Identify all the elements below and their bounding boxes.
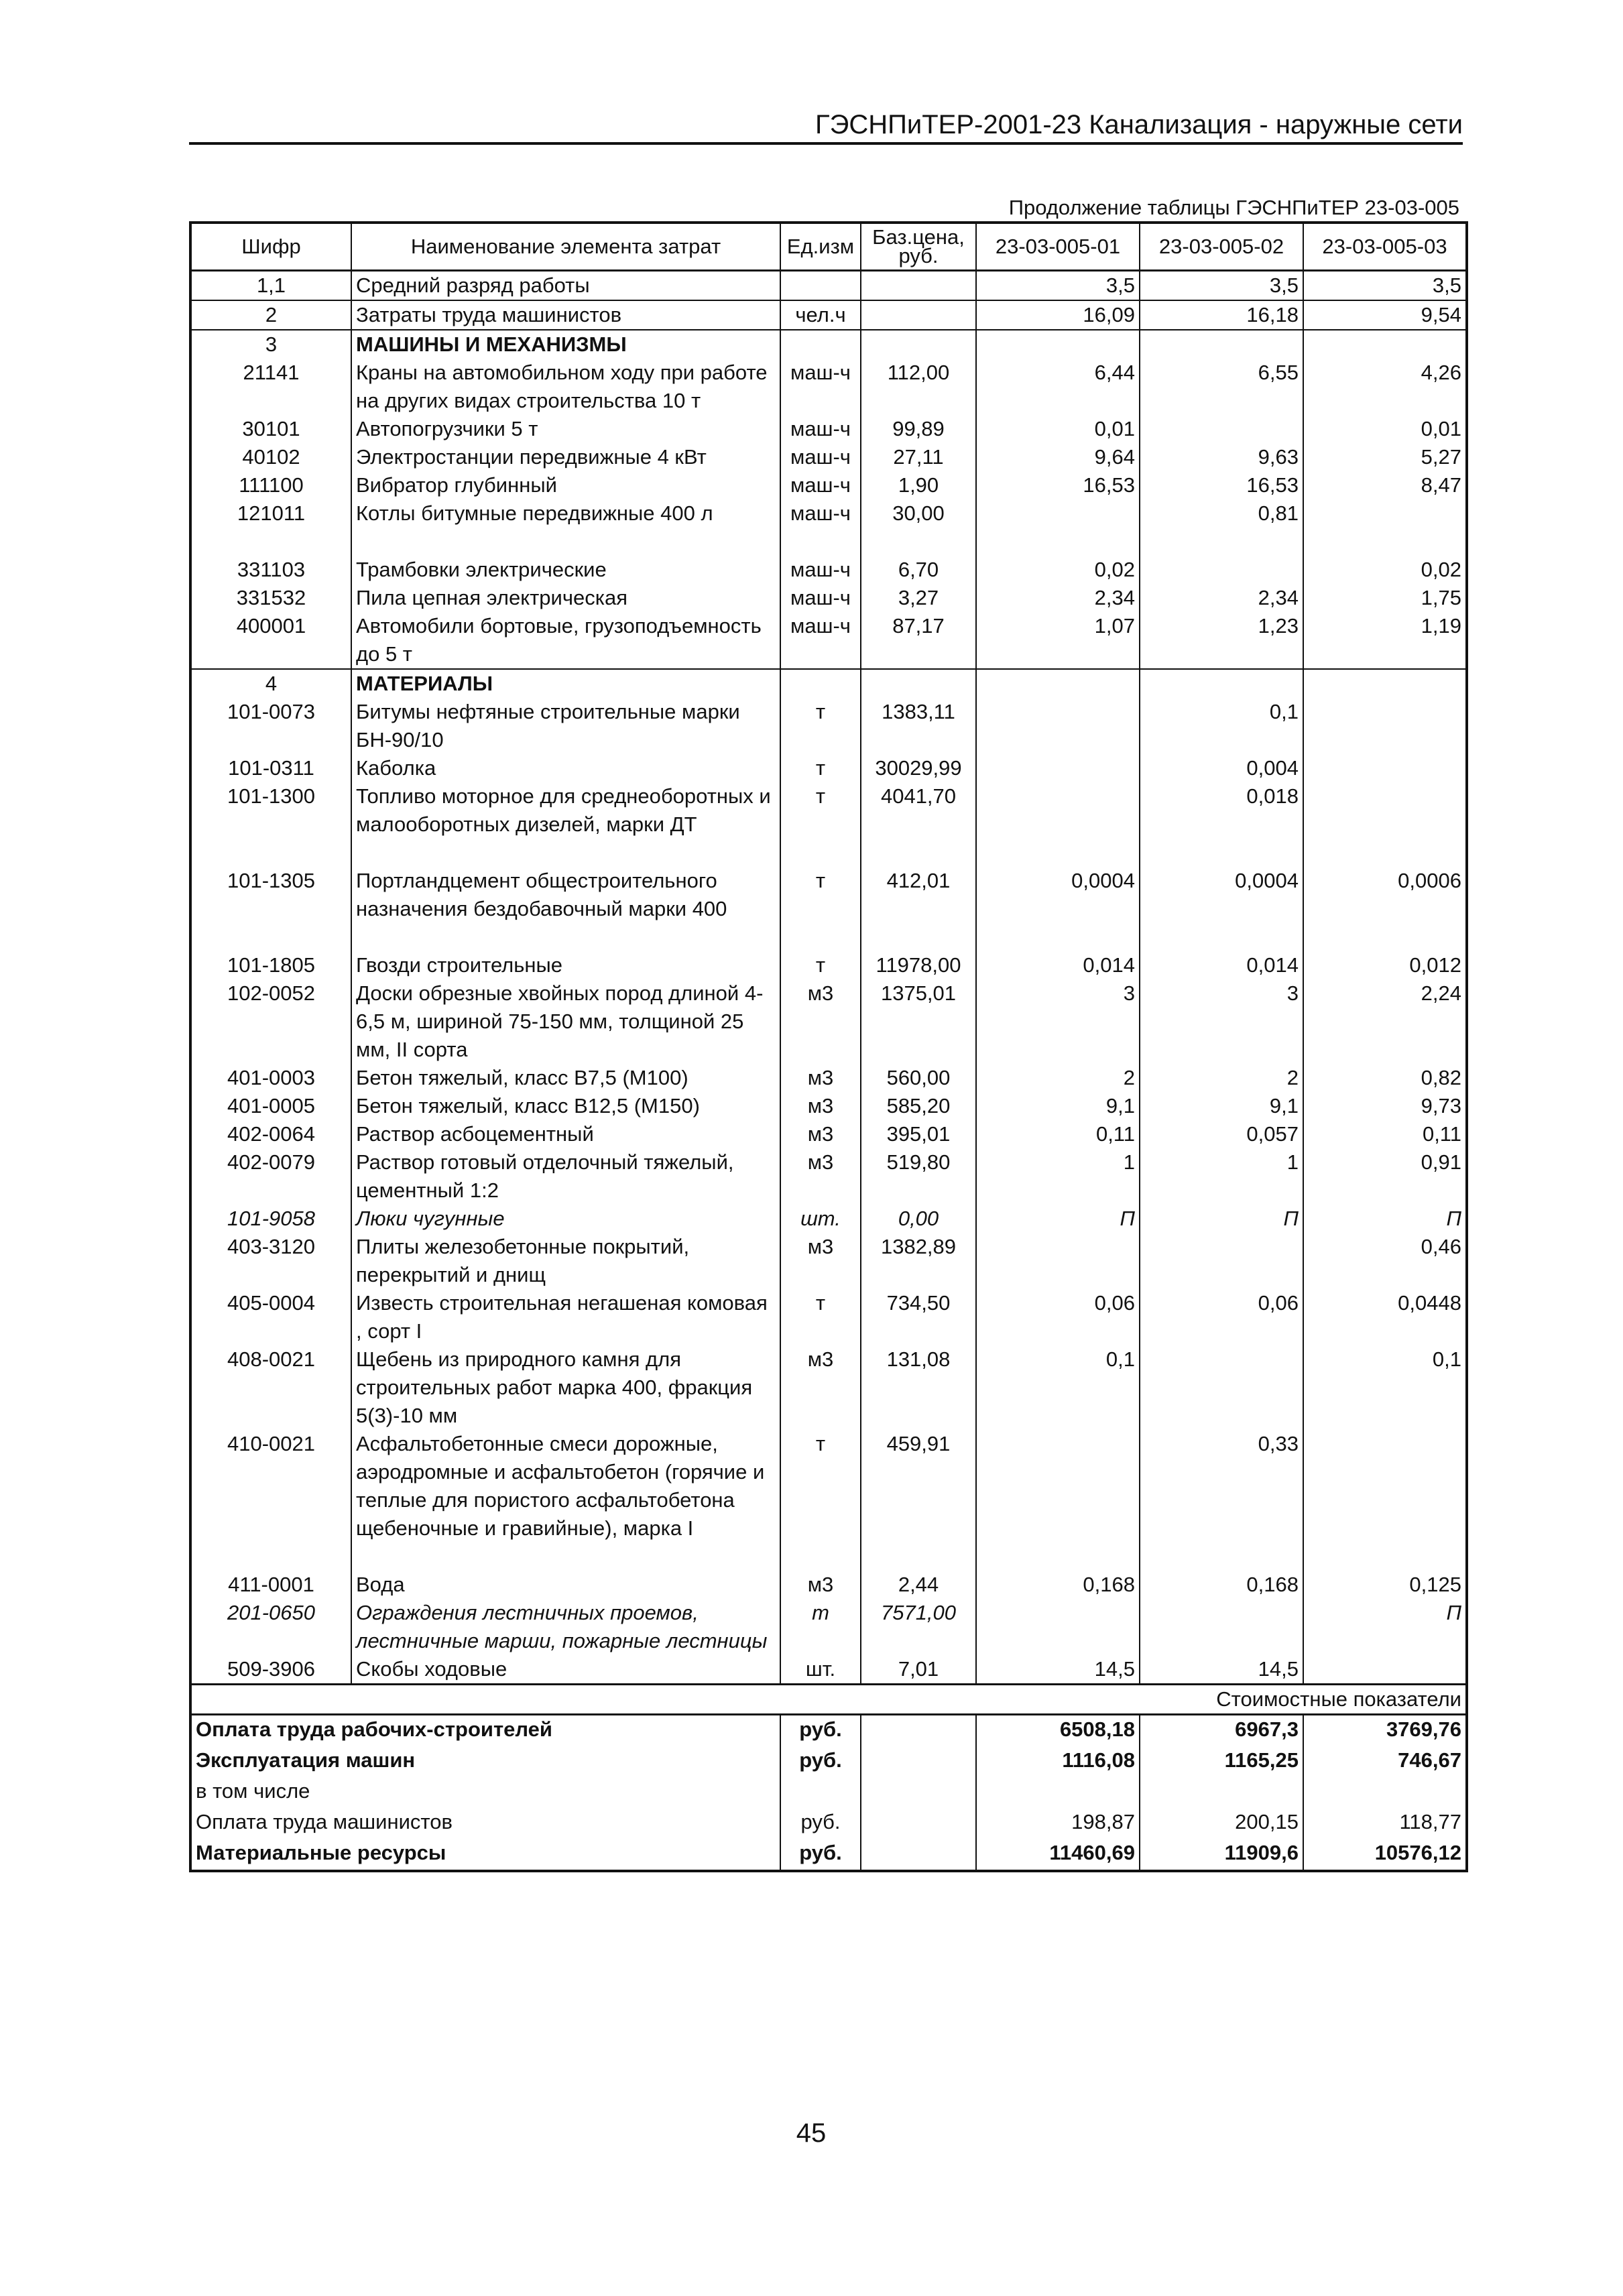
cell-value-c1: 9,64 xyxy=(976,443,1140,471)
cell-value-c3: 0,02 xyxy=(1303,556,1467,584)
col-header-name: Наименование элемента затрат xyxy=(351,223,780,271)
cell-value-c2: 14,5 xyxy=(1140,1655,1303,1685)
cell-name: МАТЕРИАЛЫ xyxy=(351,669,780,698)
cell-name: Битумы нефтяные строительные марки БН-90/10 xyxy=(351,698,780,754)
table-row xyxy=(190,330,1467,359)
col-header-code: Шифр xyxy=(190,223,351,271)
cell-name: Вибратор глубинный xyxy=(351,471,780,499)
summary-price-blank xyxy=(861,1715,976,1747)
cell-value-c3: 8,47 xyxy=(1303,471,1467,499)
summary-price-blank xyxy=(861,1777,976,1808)
cell-unit: шт. xyxy=(780,1205,861,1233)
cell-name: Затраты труда машинистов xyxy=(351,300,780,330)
cell-price: 585,20 xyxy=(861,1092,976,1120)
header-rule xyxy=(189,142,1463,145)
cell-price: 99,89 xyxy=(861,415,976,443)
table-row xyxy=(190,1655,1467,1685)
table-row xyxy=(190,300,1467,330)
table-row xyxy=(190,1205,1467,1233)
cell-name: Известь строительная негашеная комовая , сорт I xyxy=(351,1289,780,1345)
cell-value-c1: 14,5 xyxy=(976,1655,1140,1685)
summary-price-blank xyxy=(861,1746,976,1777)
cell-code: 121011 xyxy=(190,499,351,556)
cell-name: Бетон тяжелый, класс В7,5 (М100) xyxy=(351,1064,780,1092)
summary-row xyxy=(190,1777,1467,1808)
cell-unit: маш-ч xyxy=(780,612,861,669)
cell-value-c2: 9,63 xyxy=(1140,443,1303,471)
cell-value-c2 xyxy=(1140,415,1303,443)
cell-value-c2 xyxy=(1140,556,1303,584)
cell-name: Ограждения лестничных проемов, лестничные марши, пожарные лестницы xyxy=(351,1599,780,1655)
cell-name: Раствор асбоцементный xyxy=(351,1120,780,1148)
cell-value-c2 xyxy=(1140,1345,1303,1430)
summary-row xyxy=(190,1808,1467,1839)
summary-value-c1: 11460,69 xyxy=(976,1839,1140,1871)
table-row xyxy=(190,1120,1467,1148)
summary-unit: руб. xyxy=(780,1808,861,1839)
cell-value-c3: 0,1 xyxy=(1303,1345,1467,1430)
summary-title: Стоимостные показатели xyxy=(190,1685,1467,1715)
cell-code: 111100 xyxy=(190,471,351,499)
cell-value-c3: 0,0448 xyxy=(1303,1289,1467,1345)
table-row xyxy=(190,359,1467,415)
cell-value-c3: П xyxy=(1303,1205,1467,1233)
cell-price: 1383,11 xyxy=(861,698,976,754)
cell-value-c3: 9,73 xyxy=(1303,1092,1467,1120)
table-row xyxy=(190,556,1467,584)
cell-value-c1: 0,1 xyxy=(976,1345,1140,1430)
cell-price: 0,00 xyxy=(861,1205,976,1233)
table-row xyxy=(190,1430,1467,1571)
cell-name: Автопогрузчики 5 т xyxy=(351,415,780,443)
cell-value-c3 xyxy=(1303,754,1467,782)
summary-value-c2: 1165,25 xyxy=(1140,1746,1303,1777)
col-header-c2: 23-03-005-02 xyxy=(1140,223,1303,271)
summary-value-c2: 200,15 xyxy=(1140,1808,1303,1839)
cell-unit: маш-ч xyxy=(780,359,861,415)
cell-value-c1 xyxy=(976,754,1140,782)
cell-name: Скобы ходовые xyxy=(351,1655,780,1685)
cell-price: 11978,00 xyxy=(861,951,976,979)
cell-code: 4 xyxy=(190,669,351,698)
cell-name: Каболка xyxy=(351,754,780,782)
summary-value-c3: 118,77 xyxy=(1303,1808,1467,1839)
cell-code: 1,1 xyxy=(190,271,351,301)
cell-price: 1375,01 xyxy=(861,979,976,1064)
cell-value-c2: 0,168 xyxy=(1140,1571,1303,1599)
summary-value-c1: 198,87 xyxy=(976,1808,1140,1839)
cell-price: 519,80 xyxy=(861,1148,976,1205)
table-row xyxy=(190,1233,1467,1289)
summary-unit: руб. xyxy=(780,1715,861,1747)
cell-unit: м3 xyxy=(780,1120,861,1148)
cell-value-c1: 0,02 xyxy=(976,556,1140,584)
table-row xyxy=(190,443,1467,471)
cell-price xyxy=(861,669,976,698)
table-row xyxy=(190,584,1467,612)
cell-value-c1: 1 xyxy=(976,1148,1140,1205)
cell-price: 30,00 xyxy=(861,499,976,556)
cell-code: 21141 xyxy=(190,359,351,415)
cell-unit: т xyxy=(780,754,861,782)
cell-value-c1 xyxy=(976,1599,1140,1655)
cell-value-c2 xyxy=(1140,669,1303,698)
cell-unit: т xyxy=(780,782,861,867)
cell-code: 101-9058 xyxy=(190,1205,351,1233)
cell-code: 401-0005 xyxy=(190,1092,351,1120)
summary-row xyxy=(190,1746,1467,1777)
summary-unit xyxy=(780,1777,861,1808)
cell-name: Плиты железобетонные покрытий, перекрытий и днищ xyxy=(351,1233,780,1289)
cell-unit: т xyxy=(780,1599,861,1655)
cell-value-c3: 0,0006 xyxy=(1303,867,1467,951)
cell-name: Топливо моторное для среднеоборотных и малооборотных дизелей, марки ДТ xyxy=(351,782,780,867)
cell-value-c1: 2 xyxy=(976,1064,1140,1092)
cell-value-c2: 0,0004 xyxy=(1140,867,1303,951)
cell-price: 4041,70 xyxy=(861,782,976,867)
cell-value-c3 xyxy=(1303,669,1467,698)
table-row xyxy=(190,1092,1467,1120)
cell-value-c2: 3 xyxy=(1140,979,1303,1064)
cell-unit: т xyxy=(780,867,861,951)
cell-unit: маш-ч xyxy=(780,556,861,584)
cell-price: 1382,89 xyxy=(861,1233,976,1289)
summary-name: в том числе xyxy=(190,1777,780,1808)
cell-code: 101-0311 xyxy=(190,754,351,782)
cell-value-c1: 0,0004 xyxy=(976,867,1140,951)
cell-value-c1: П xyxy=(976,1205,1140,1233)
cell-value-c3: 9,54 xyxy=(1303,300,1467,330)
cost-table xyxy=(189,221,1468,1872)
cell-value-c1 xyxy=(976,1233,1140,1289)
table-row xyxy=(190,867,1467,951)
cell-price: 1,90 xyxy=(861,471,976,499)
table-row xyxy=(190,754,1467,782)
cell-unit: маш-ч xyxy=(780,499,861,556)
cell-value-c2: 0,018 xyxy=(1140,782,1303,867)
summary-value-c2: 6967,3 xyxy=(1140,1715,1303,1747)
summary-name: Оплата труда рабочих-строителей xyxy=(190,1715,780,1747)
cell-unit: м3 xyxy=(780,1064,861,1092)
cell-value-c2: 3,5 xyxy=(1140,271,1303,301)
table-header-row xyxy=(190,223,1467,271)
cell-price: 2,44 xyxy=(861,1571,976,1599)
cell-value-c2: 2 xyxy=(1140,1064,1303,1092)
summary-value-c3 xyxy=(1303,1777,1467,1808)
cell-name: Трамбовки электрические xyxy=(351,556,780,584)
col-header-c1: 23-03-005-01 xyxy=(976,223,1140,271)
table-row xyxy=(190,1571,1467,1599)
cell-value-c2: 0,057 xyxy=(1140,1120,1303,1148)
cell-value-c1 xyxy=(976,499,1140,556)
cell-code: 3 xyxy=(190,330,351,359)
cell-unit xyxy=(780,669,861,698)
summary-name: Оплата труда машинистов xyxy=(190,1808,780,1839)
cell-value-c1: 0,06 xyxy=(976,1289,1140,1345)
page-number: 45 xyxy=(796,2118,827,2148)
cell-value-c1 xyxy=(976,1430,1140,1571)
cell-code: 2 xyxy=(190,300,351,330)
cell-value-c3 xyxy=(1303,499,1467,556)
table-row xyxy=(190,271,1467,301)
cell-code: 403-3120 xyxy=(190,1233,351,1289)
cell-unit: т xyxy=(780,951,861,979)
cell-value-c3 xyxy=(1303,782,1467,867)
cell-value-c2: 9,1 xyxy=(1140,1092,1303,1120)
cell-price: 87,17 xyxy=(861,612,976,669)
cell-unit: м3 xyxy=(780,1092,861,1120)
cell-value-c1: 0,014 xyxy=(976,951,1140,979)
cell-code: 101-1805 xyxy=(190,951,351,979)
cell-name: Средний разряд работы xyxy=(351,271,780,301)
cell-code: 401-0003 xyxy=(190,1064,351,1092)
cell-value-c3: 1,75 xyxy=(1303,584,1467,612)
summary-value-c3: 3769,76 xyxy=(1303,1715,1467,1747)
cell-code: 201-0650 xyxy=(190,1599,351,1655)
table-row xyxy=(190,1064,1467,1092)
cell-price: 7,01 xyxy=(861,1655,976,1685)
table-row xyxy=(190,471,1467,499)
table-row xyxy=(190,499,1467,556)
cell-value-c2: 0,06 xyxy=(1140,1289,1303,1345)
cell-price: 459,91 xyxy=(861,1430,976,1571)
cell-value-c3: 0,11 xyxy=(1303,1120,1467,1148)
cell-value-c2: 0,1 xyxy=(1140,698,1303,754)
cell-value-c1: 9,1 xyxy=(976,1092,1140,1120)
summary-price-blank xyxy=(861,1808,976,1839)
col-header-c3: 23-03-005-03 xyxy=(1303,223,1467,271)
cell-price: 734,50 xyxy=(861,1289,976,1345)
cell-name: Гвозди строительные xyxy=(351,951,780,979)
cell-value-c3: 0,125 xyxy=(1303,1571,1467,1599)
cell-price: 27,11 xyxy=(861,443,976,471)
cell-unit: м3 xyxy=(780,979,861,1064)
cell-unit: чел.ч xyxy=(780,300,861,330)
table-row xyxy=(190,612,1467,669)
cell-value-c1: 3 xyxy=(976,979,1140,1064)
cell-value-c1: 1,07 xyxy=(976,612,1140,669)
cell-value-c3: 0,01 xyxy=(1303,415,1467,443)
cell-value-c1: 0,168 xyxy=(976,1571,1140,1599)
cell-code: 101-1300 xyxy=(190,782,351,867)
cell-code: 101-1305 xyxy=(190,867,351,951)
summary-name: Эксплуатация машин xyxy=(190,1746,780,1777)
cell-unit xyxy=(780,271,861,301)
cell-name: Электростанции передвижные 4 кВт xyxy=(351,443,780,471)
cell-name: Котлы битумные передвижные 400 л xyxy=(351,499,780,556)
cell-name: Люки чугунные xyxy=(351,1205,780,1233)
cell-value-c3: 0,012 xyxy=(1303,951,1467,979)
cell-value-c3: 3,5 xyxy=(1303,271,1467,301)
table-row xyxy=(190,951,1467,979)
cell-value-c1: 6,44 xyxy=(976,359,1140,415)
col-header-unit: Ед.изм xyxy=(780,223,861,271)
cell-unit: маш-ч xyxy=(780,584,861,612)
cell-code: 400001 xyxy=(190,612,351,669)
cell-value-c1 xyxy=(976,669,1140,698)
summary-row xyxy=(190,1839,1467,1871)
summary-value-c2: 11909,6 xyxy=(1140,1839,1303,1871)
cell-code: 30101 xyxy=(190,415,351,443)
cell-value-c3: П xyxy=(1303,1599,1467,1655)
table-row xyxy=(190,415,1467,443)
cell-name: Бетон тяжелый, класс В12,5 (М150) xyxy=(351,1092,780,1120)
cell-value-c3: 0,82 xyxy=(1303,1064,1467,1092)
cell-value-c1 xyxy=(976,698,1140,754)
summary-value-c1: 6508,18 xyxy=(976,1715,1140,1747)
cell-value-c2: 16,53 xyxy=(1140,471,1303,499)
cell-value-c3: 0,91 xyxy=(1303,1148,1467,1205)
cell-value-c2 xyxy=(1140,330,1303,359)
cell-unit: м3 xyxy=(780,1148,861,1205)
table-row xyxy=(190,979,1467,1064)
cell-unit: т xyxy=(780,698,861,754)
cell-unit: маш-ч xyxy=(780,443,861,471)
cell-code: 410-0021 xyxy=(190,1430,351,1571)
cell-value-c2: 0,81 xyxy=(1140,499,1303,556)
table-row xyxy=(190,1599,1467,1655)
cell-value-c1: 3,5 xyxy=(976,271,1140,301)
cell-price: 131,08 xyxy=(861,1345,976,1430)
cell-value-c2: П xyxy=(1140,1205,1303,1233)
cell-name: Доски обрезные хвойных пород длиной 4-6,5 м, шириной 75-150 мм, толщиной 25 мм, II сорта xyxy=(351,979,780,1064)
cell-value-c3: 1,19 xyxy=(1303,612,1467,669)
cell-value-c2: 1,23 xyxy=(1140,612,1303,669)
cell-unit xyxy=(780,330,861,359)
cell-value-c3: 4,26 xyxy=(1303,359,1467,415)
table-caption: Продолжение таблицы ГЭСНПиТЕР 23-03-005 xyxy=(1008,196,1459,219)
cell-code: 408-0021 xyxy=(190,1345,351,1430)
cell-code: 40102 xyxy=(190,443,351,471)
cell-value-c2: 0,33 xyxy=(1140,1430,1303,1571)
cell-price: 30029,99 xyxy=(861,754,976,782)
summary-value-c3: 746,67 xyxy=(1303,1746,1467,1777)
cell-code: 331103 xyxy=(190,556,351,584)
cell-value-c1 xyxy=(976,782,1140,867)
cell-value-c1: 0,11 xyxy=(976,1120,1140,1148)
summary-unit: руб. xyxy=(780,1746,861,1777)
table-row xyxy=(190,669,1467,698)
cell-price: 560,00 xyxy=(861,1064,976,1092)
cell-value-c1: 2,34 xyxy=(976,584,1140,612)
cell-name: Щебень из природного камня для строительных работ марка 400, фракция 5(3)-10 мм xyxy=(351,1345,780,1430)
summary-value-c3: 10576,12 xyxy=(1303,1839,1467,1871)
cell-value-c1: 16,53 xyxy=(976,471,1140,499)
cell-price: 6,70 xyxy=(861,556,976,584)
summary-name: Материальные ресурсы xyxy=(190,1839,780,1871)
summary-row xyxy=(190,1715,1467,1747)
cell-price: 112,00 xyxy=(861,359,976,415)
table-row xyxy=(190,1345,1467,1430)
cell-unit: шт. xyxy=(780,1655,861,1685)
summary-title-row xyxy=(190,1685,1467,1715)
cell-value-c2 xyxy=(1140,1599,1303,1655)
cell-name: Пила цепная электрическая xyxy=(351,584,780,612)
cell-value-c2: 0,004 xyxy=(1140,754,1303,782)
cell-value-c3 xyxy=(1303,1655,1467,1685)
cell-value-c2 xyxy=(1140,1233,1303,1289)
cell-code: 405-0004 xyxy=(190,1289,351,1345)
cell-name: Вода xyxy=(351,1571,780,1599)
cell-name: Автомобили бортовые, грузоподъемность до 5 т xyxy=(351,612,780,669)
col-header-price: Баз.цена, руб. xyxy=(861,223,976,271)
cell-unit: маш-ч xyxy=(780,471,861,499)
page-header-title: ГЭСНПиТЕР-2001-23 Канализация - наружные сети xyxy=(815,110,1463,139)
cell-value-c3 xyxy=(1303,698,1467,754)
cell-code: 101-0073 xyxy=(190,698,351,754)
cell-code: 331532 xyxy=(190,584,351,612)
cell-name: Раствор готовый отделочный тяжелый, цементный 1:2 xyxy=(351,1148,780,1205)
cell-price xyxy=(861,300,976,330)
cell-code: 102-0052 xyxy=(190,979,351,1064)
cell-value-c2: 6,55 xyxy=(1140,359,1303,415)
cell-code: 402-0064 xyxy=(190,1120,351,1148)
cell-value-c3 xyxy=(1303,330,1467,359)
cell-value-c2: 16,18 xyxy=(1140,300,1303,330)
summary-value-c1: 1116,08 xyxy=(976,1746,1140,1777)
cell-value-c2: 2,34 xyxy=(1140,584,1303,612)
cell-value-c2: 1 xyxy=(1140,1148,1303,1205)
cell-value-c1 xyxy=(976,330,1140,359)
cell-price xyxy=(861,271,976,301)
summary-unit: руб. xyxy=(780,1839,861,1871)
table-row xyxy=(190,782,1467,867)
summary-value-c1 xyxy=(976,1777,1140,1808)
cell-name: МАШИНЫ И МЕХАНИЗМЫ xyxy=(351,330,780,359)
cell-price: 3,27 xyxy=(861,584,976,612)
cell-value-c3 xyxy=(1303,1430,1467,1571)
cell-unit: м3 xyxy=(780,1571,861,1599)
table-row xyxy=(190,1148,1467,1205)
cell-name: Асфальтобетонные смеси дорожные, аэродромные и асфальтобетон (горячие и теплые для пористого асфальтобетона щебеночные и гравийные), марка I xyxy=(351,1430,780,1571)
cell-value-c2: 0,014 xyxy=(1140,951,1303,979)
cell-code: 402-0079 xyxy=(190,1148,351,1205)
cell-value-c3: 5,27 xyxy=(1303,443,1467,471)
cell-price xyxy=(861,330,976,359)
cell-name: Портландцемент общестроительного назначения бездобавочный марки 400 xyxy=(351,867,780,951)
table-row xyxy=(190,698,1467,754)
cell-value-c1: 0,01 xyxy=(976,415,1140,443)
table-row xyxy=(190,1289,1467,1345)
summary-price-blank xyxy=(861,1839,976,1871)
cell-code: 509-3906 xyxy=(190,1655,351,1685)
cell-price: 395,01 xyxy=(861,1120,976,1148)
cell-code: 411-0001 xyxy=(190,1571,351,1599)
cell-price: 412,01 xyxy=(861,867,976,951)
cell-unit: м3 xyxy=(780,1233,861,1289)
cell-unit: т xyxy=(780,1430,861,1571)
cell-unit: маш-ч xyxy=(780,415,861,443)
cell-value-c3: 2,24 xyxy=(1303,979,1467,1064)
cell-unit: м3 xyxy=(780,1345,861,1430)
cell-unit: т xyxy=(780,1289,861,1345)
cell-price: 7571,00 xyxy=(861,1599,976,1655)
cell-value-c1: 16,09 xyxy=(976,300,1140,330)
table-body xyxy=(190,271,1467,1872)
cell-name: Краны на автомобильном ходу при работе на других видах строительства 10 т xyxy=(351,359,780,415)
cell-value-c3: 0,46 xyxy=(1303,1233,1467,1289)
summary-value-c2 xyxy=(1140,1777,1303,1808)
